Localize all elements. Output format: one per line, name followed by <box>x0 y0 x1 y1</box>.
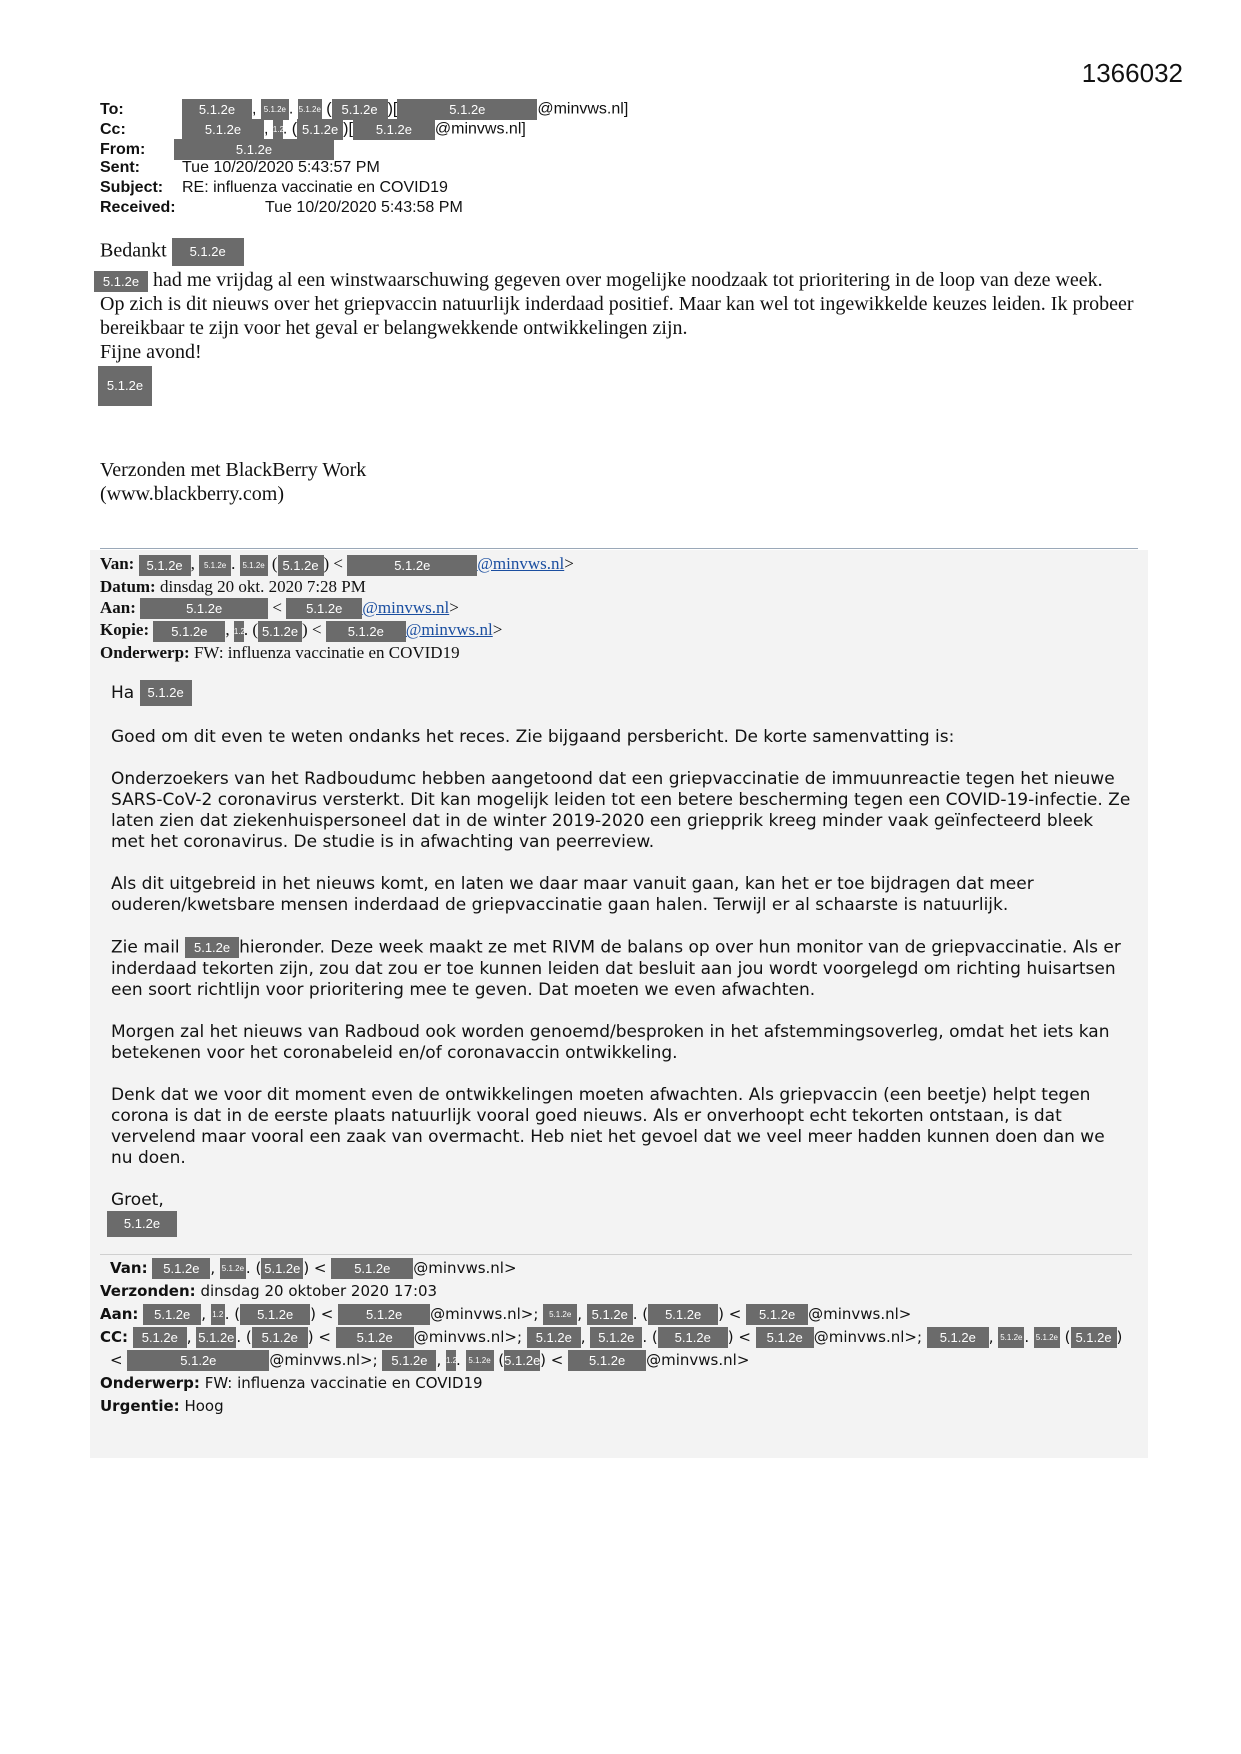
reply-body <box>100 238 1140 406</box>
greeting: Ha <box>111 683 135 703</box>
redaction: 5.1.2e <box>298 99 322 120</box>
redaction: 1.2 <box>211 1304 225 1325</box>
redaction: 5.1.2e <box>382 1350 436 1371</box>
domain: @minvws.nl>; <box>413 1328 523 1346</box>
redaction: 5.1.2e <box>286 598 362 619</box>
redaction: 5.1.2e <box>199 555 231 576</box>
cc-label: Cc: <box>100 120 126 138</box>
domain-link[interactable]: @minvws.nl <box>362 597 450 617</box>
redaction: 5.1.2e <box>1071 1327 1117 1348</box>
redaction: 5.1.2e <box>98 366 152 406</box>
separator-line <box>100 548 1138 549</box>
kopie-row: Kopie: 5.1.2e , 1.2. ( 5.1.2e ) < 5.1.2e @minvws.nl> <box>100 619 574 642</box>
sent-value: Tue 10/20/2020 5:43:57 PM <box>182 159 380 176</box>
redaction: 5.1.2e <box>258 621 302 642</box>
email-header-forward-2 <box>100 1257 1122 1418</box>
urgentie-label: Urgentie: <box>100 1397 180 1415</box>
blackberry-signature <box>100 458 366 506</box>
sent-row <box>100 159 628 179</box>
redaction: 5.1.2e <box>94 271 148 292</box>
domain: @minvws.nl> <box>413 1259 517 1277</box>
redaction: 5.1.2e <box>196 1327 236 1348</box>
redaction: 5.1.2e <box>326 621 406 642</box>
email-header-reply <box>100 99 628 219</box>
document-number: 1366032 <box>1081 58 1183 88</box>
redaction: 5.1.2e <box>998 1327 1024 1348</box>
redaction: 1.2 <box>273 119 283 140</box>
redaction: 5.1.2e <box>338 1304 430 1325</box>
redaction: 5.1.2e <box>182 99 252 120</box>
redaction: 5.1.2e <box>182 119 264 140</box>
onderwerp-value: FW: influenza vaccinatie en COVID19 <box>193 642 460 662</box>
redaction: 5.1.2e <box>504 1350 540 1371</box>
redaction: 5.1.2e <box>185 937 239 958</box>
sent-with: Verzonden met BlackBerry Work <box>100 459 367 481</box>
redaction: 5.1.2e <box>152 1258 210 1279</box>
redaction: 5.1.2e <box>527 1327 581 1348</box>
urgentie-value: Hoog <box>184 1397 224 1415</box>
domain: @minvws.nl>; <box>430 1305 539 1323</box>
onderwerp-label: Onderwerp: <box>100 642 190 662</box>
domain-link[interactable]: @minvws.nl <box>405 620 493 640</box>
email-header-forward-1 <box>100 553 574 663</box>
onderwerp-row <box>100 642 574 663</box>
separator-line <box>100 1254 1132 1255</box>
redaction: 5.1.2e <box>107 1211 177 1237</box>
cc-row-continued: < 5.1.2e @minvws.nl>; 5.1.2e , 1.2. 5.1.2e (5.1.2e) < 5.1.2e @minvws.nl> <box>110 1351 750 1369</box>
redaction: 5.1.2e <box>466 1350 494 1371</box>
paragraph-1: Goed om dit even te weten ondanks het reces. Zie bijgaand persbericht. De korte samenvatting is: <box>111 727 955 747</box>
received-label: Received: <box>100 199 176 216</box>
to-row: To: 5.1.2e , 5.1.2e . 5.1.2e ( 5.1.2e )[ 5.1.2e @minvws.nl] <box>100 99 628 119</box>
aan-label: Aan: <box>100 1305 139 1323</box>
redaction: 5.1.2e <box>568 1350 646 1371</box>
received-value: Tue 10/20/2020 5:43:58 PM <box>265 199 463 216</box>
redaction: 5.1.2e <box>261 1258 303 1279</box>
cc-domain: @minvws.nl] <box>434 120 526 138</box>
van-row: Van: 5.1.2e , 5.1.2e . ( 5.1.2e ) < 5.1.2e @minvws.nl> <box>110 1259 517 1277</box>
subject-label: Subject: <box>100 179 164 196</box>
van-row: Van: 5.1.2e , 5.1.2e . 5.1.2e ( 5.1.2e ) < 5.1.2e @minvws.nl> <box>100 553 574 576</box>
domain: @minvws.nl> <box>808 1305 912 1323</box>
redaction: 5.1.2e <box>240 1304 310 1325</box>
redaction: 5.1.2e <box>1034 1327 1060 1348</box>
onderwerp-row <box>100 1372 1122 1395</box>
paragraph-2: Onderzoekers van het Radboudumc hebben aangetoond dat een griepvaccinatie de immuunreactie tegen het nieuwe SARS-CoV-2 coronavirus versterkt. Dit kan mogelijk leiden tot een betere bescherming tegen een COVID-19-infectie. Ze laten zien dat ziekenhuispersoneel dat in de winter 2019-2020 een griepprik kreeg minder vaak geïnfecteerd bleek met het coronavirus. De studie is in afwachting van peerreview. <box>111 769 1131 852</box>
greeting: Bedankt <box>100 239 167 262</box>
redaction: 5.1.2e <box>297 119 343 140</box>
redaction: 5.1.2e <box>347 555 477 576</box>
redaction: 5.1.2e <box>658 1327 728 1348</box>
sent-with-url: (www.blackberry.com) <box>100 483 284 505</box>
subject-value: RE: influenza vaccinatie en COVID19 <box>182 179 448 196</box>
from-row <box>100 139 628 159</box>
domain: @minvws.nl> <box>646 1351 750 1369</box>
sent-label: Sent: <box>100 159 140 176</box>
domain: @minvws.nl>; <box>813 1328 923 1346</box>
redaction: 5.1.2e <box>543 1304 577 1325</box>
datum-row <box>100 576 574 597</box>
aan-row: Aan: 5.1.2e , 1.2. ( 5.1.2e ) < 5.1.2e @minvws.nl>; 5.1.2e , 5.1.2e . ( 5.1.2e ) < 5.1.2e @minvws.nl> <box>100 1305 912 1323</box>
onderwerp-value: FW: influenza vaccinatie en COVID19 <box>204 1374 483 1392</box>
datum-label: Datum: <box>100 576 156 596</box>
verzonden-value: dinsdag 20 oktober 2020 17:03 <box>200 1282 438 1300</box>
redaction: 5.1.2e <box>133 1327 187 1348</box>
redaction: 5.1.2e <box>278 555 324 576</box>
redaction: 5.1.2e <box>331 1258 413 1279</box>
body-line2: Op zich is dit nieuws over het griepvaccin natuurlijk inderdaad positief. Maar kan wel tot ingewikkelde keuzes leiden. Ik probeer bereikbaar te zijn voor het geval er belangwekkende ontwikkelingen zijn. <box>100 293 1134 339</box>
paragraph-5: Morgen zal het nieuws van Radboud ook worden genoemd/besproken in het afstemmingsoverleg, omdat het iets kan betekenen voor het coronabeleid en/of coronavaccin ontwikkeling. <box>111 1021 1110 1063</box>
redaction: 5.1.2e <box>353 119 435 140</box>
paragraph-3: Als dit uitgebreid in het nieuws komt, en laten we daar maar vanuit gaan, kan het er toe bijdragen dat meer ouderen/kwetsbare mensen inderdaad de griepvaccinatie gaan halen. Terwijl er al schaarste is natuurlijk. <box>111 874 1034 915</box>
redaction: 5.1.2e <box>261 99 289 120</box>
closing: Groet, <box>111 1189 164 1210</box>
redaction: 5.1.2e <box>143 1304 201 1325</box>
redaction: 1.2 <box>234 621 244 642</box>
cc-row: CC: 5.1.2e , 5.1.2e . ( 5.1.2e ) < 5.1.2e @minvws.nl>; 5.1.2e , 5.1.2e . ( 5.1.2e ) < 5.1.2e @minvws.nl>; 5.1.2e , 5.1.2e . 5.1.2e ( 5.1.2e ) <box>100 1328 1123 1346</box>
verzonden-row <box>100 1280 1122 1303</box>
onderwerp-label: Onderwerp: <box>100 1374 200 1392</box>
redaction: 5.1.2e <box>332 99 388 120</box>
aan-label: Aan: <box>100 597 136 617</box>
redaction: 5.1.2e <box>139 555 191 576</box>
domain-link[interactable]: @minvws.nl <box>477 554 565 573</box>
closing: Fijne avond! <box>100 341 202 363</box>
van-label: Van: <box>100 554 135 573</box>
domain: @minvws.nl>; <box>269 1351 378 1369</box>
redaction: 5.1.2e <box>140 680 192 706</box>
subject-row <box>100 179 628 199</box>
redaction: 5.1.2e <box>336 1327 414 1348</box>
paragraph-6: Denk dat we voor dit moment even de ontwikkelingen moeten afwachten. Als griepvaccin (een beetje) helpt tegen corona is dat in de eerste plaats natuurlijk vooral goed nieuws. Als er onverhoopt echt tekorten ontstaan, is dat vervelend maar vooral een zaak van overmacht. Heb niet het gevoel dat we veel meer hadden kunnen doen dan we nu doen. <box>111 1084 1105 1168</box>
body-line1: had me vrijdag al een winstwaarschuwing gegeven over mogelijke noodzaak tot prioritering in de loop van deze week. <box>153 269 1103 291</box>
redaction: 5.1.2e <box>927 1327 989 1348</box>
received-row <box>100 199 628 219</box>
aan-row: Aan: 5.1.2e < 5.1.2e @minvws.nl> <box>100 597 574 620</box>
redaction: 5.1.2e <box>174 139 334 160</box>
redaction: 5.1.2e <box>153 621 225 642</box>
to-label: To: <box>100 100 124 118</box>
datum-value: dinsdag 20 okt. 2020 7:28 PM <box>159 576 366 596</box>
paragraph-4-rest: hieronder. Deze week maakt ze met RIVM de balans op over hun monitor van de griepvaccinatie. Als er inderdaad tekorten zijn, zou dat zou er toe kunnen leiden dat besluit aan jou wordt voorgelegd om richting huisartsen een soort richtlijn voor prioritering mee te geven. Dat moeten we even afwachten. <box>111 937 1121 1000</box>
redaction: 5.1.2e <box>587 1304 633 1325</box>
from-label: From: <box>100 140 146 158</box>
cc-label: CC: <box>100 1328 129 1346</box>
redaction: 5.1.2e <box>252 1327 308 1348</box>
redaction: 5.1.2e <box>127 1350 269 1371</box>
redaction: 5.1.2e <box>590 1327 642 1348</box>
redaction: 1.2 <box>446 1350 456 1371</box>
van-label: Van: <box>110 1259 148 1277</box>
redaction: 5.1.2e <box>397 99 537 120</box>
redaction: 5.1.2e <box>140 598 268 619</box>
redaction: 5.1.2e <box>220 1258 246 1279</box>
redaction: 5.1.2e <box>648 1304 718 1325</box>
paragraph-4-start: Zie mail <box>111 937 180 958</box>
verzonden-label: Verzonden: <box>100 1282 196 1300</box>
kopie-label: Kopie: <box>100 620 150 640</box>
redaction: 5.1.2e <box>746 1304 808 1325</box>
cc-row: Cc: 5.1.2e , 1.2. ( 5.1.2e )[ 5.1.2e @minvws.nl] <box>100 119 628 139</box>
urgentie-row <box>100 1395 1122 1418</box>
redaction: 5.1.2e <box>240 555 268 576</box>
forwarded-body <box>111 680 1131 1237</box>
redaction: 5.1.2e <box>756 1327 814 1348</box>
to-domain: @minvws.nl] <box>537 100 629 118</box>
redaction: 5.1.2e <box>172 238 244 266</box>
